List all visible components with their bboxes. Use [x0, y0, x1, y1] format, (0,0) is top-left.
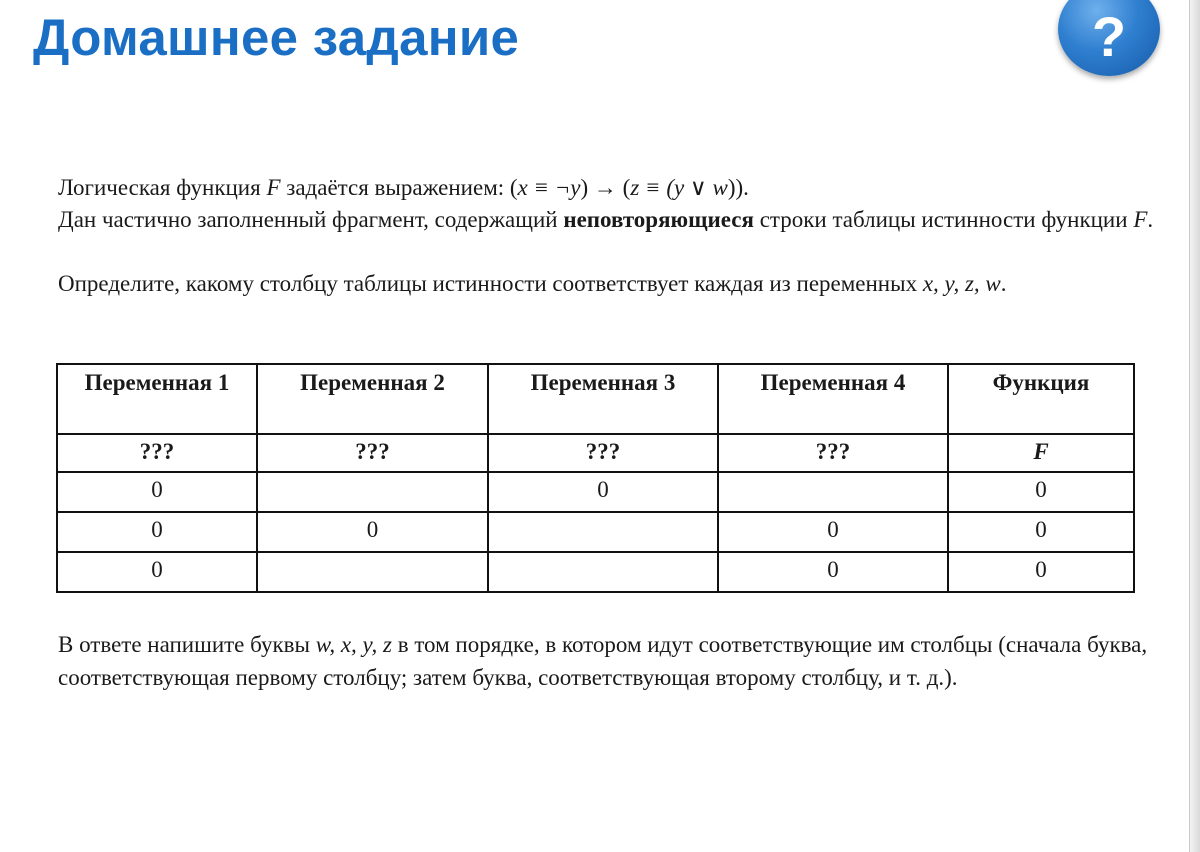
table-cell: 0 [948, 552, 1134, 592]
emphasis-text: неповторяющиеся [563, 207, 754, 232]
task-text: в том порядке, в котором идут соответствующие им столбцы (сначала буква, соответствующая первому столбцу; затем буква, соответствующая второму столбцу, и т. д.). [58, 632, 1148, 690]
table-cell: ??? [488, 434, 718, 472]
table-cell: 0 [718, 552, 948, 592]
task-text: ) → ( [580, 175, 631, 200]
table-row [57, 552, 1134, 592]
table-cell: 0 [257, 512, 488, 552]
table-header: Переменная 4 [718, 364, 948, 434]
table-cell: F [948, 434, 1134, 472]
table-cell [488, 512, 718, 552]
task-text: Дан частично заполненный фрагмент, содержащий [58, 207, 564, 232]
table-row-variable-names [57, 434, 1134, 472]
question-mark-icon: ? [1091, 4, 1127, 68]
task-text: строки таблицы истинности функции [753, 207, 1134, 232]
task-text: . [1147, 207, 1154, 232]
answer-instructions [58, 628, 1168, 694]
function-symbol: F [1133, 207, 1148, 232]
table-cell: 0 [57, 472, 257, 512]
table-cell: ??? [257, 434, 488, 472]
table-cell: 0 [718, 512, 948, 552]
variable-list: x, y, z, w [922, 271, 1001, 296]
table-header: Переменная 1 [57, 364, 257, 434]
expression-part: x ≡ ¬y [517, 175, 581, 200]
task-line-fragment [58, 204, 1182, 236]
task-text: Определите, какому столбцу таблицы истинности соответствует каждая из переменных [58, 271, 923, 296]
task-text: Логическая функция [58, 175, 267, 200]
task-text: . [1000, 271, 1007, 296]
task-line-function [58, 172, 1182, 204]
table-header: Переменная 3 [488, 364, 718, 434]
table-header: Функция [948, 364, 1134, 434]
table-row [57, 472, 1134, 512]
table-cell: 0 [57, 512, 257, 552]
table-cell: 0 [57, 552, 257, 592]
help-button[interactable] [1058, 0, 1160, 76]
table-header: Переменная 2 [257, 364, 488, 434]
variable-list: w, x, y, z [315, 632, 392, 657]
table-header-row [57, 364, 1134, 434]
task-text: )). [727, 175, 749, 200]
task-text: В ответе напишите буквы [58, 632, 316, 657]
table-cell: 0 [948, 472, 1134, 512]
table-cell: 0 [948, 512, 1134, 552]
table-cell [257, 552, 488, 592]
table-cell [257, 472, 488, 512]
function-symbol: F [266, 175, 281, 200]
table-row [57, 512, 1134, 552]
table-cell: 0 [488, 472, 718, 512]
truth-table [56, 363, 1135, 593]
table-cell: ??? [57, 434, 257, 472]
task-line-question [58, 268, 1182, 300]
task-text: задаётся выражением: ( [280, 175, 518, 200]
slide-title: Домашнее задание [33, 9, 520, 66]
table-cell [488, 552, 718, 592]
expression-part: z ≡ (y ∨ w [630, 175, 728, 200]
slide-right-edge [1189, 0, 1200, 852]
table-cell: ??? [718, 434, 948, 472]
table-cell [718, 472, 948, 512]
